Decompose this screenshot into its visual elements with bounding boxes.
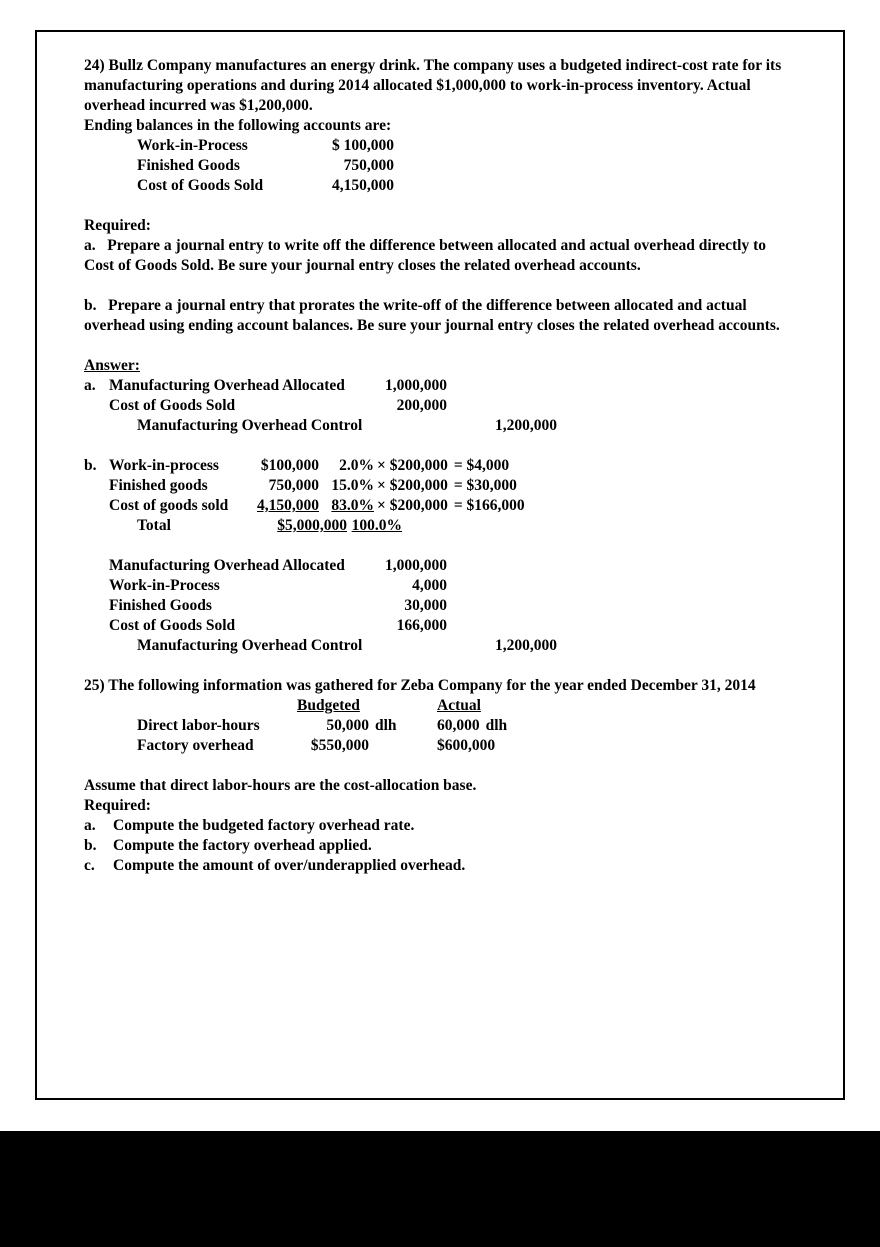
required-item: [84, 856, 787, 876]
item-text: Compute the amount of over/underapplied overhead.: [113, 857, 466, 874]
journal-account: Work-in-Process: [109, 577, 220, 594]
journal-account: Cost of Goods Sold: [109, 617, 236, 634]
required-section-25: [84, 796, 787, 876]
underlined-amount: 4,150,000: [257, 497, 319, 514]
item-text: Compute the budgeted factory overhead rate.: [113, 817, 415, 834]
required-section-24: [84, 216, 787, 276]
document-page: [35, 30, 845, 1100]
balance-row-cogs: [84, 176, 787, 196]
journal-line: [84, 576, 787, 596]
journal-line: [84, 416, 787, 436]
proration-result: = $166,000: [453, 497, 525, 514]
actual-unit: dlh: [485, 717, 508, 734]
journal-amount: 1,000,000: [385, 557, 447, 574]
journal-line: [84, 616, 787, 636]
account-label: Cost of Goods Sold: [137, 177, 264, 194]
required-item: [84, 816, 787, 836]
header-spacer: [137, 696, 297, 716]
proration-multiplier: × $200,000: [377, 497, 448, 514]
marker-spacer: [84, 516, 109, 536]
balance-row-fg: [84, 156, 787, 176]
journal-account: Manufacturing Overhead Control: [137, 637, 363, 654]
account-balance: 4,150,000: [332, 177, 394, 194]
answer-b-marker: b.: [84, 457, 97, 474]
problem-25-statement: 25) The following information was gathered for Zeba Company for the year ended December 31, 2014: [84, 677, 756, 694]
proration-total-percent: [347, 516, 402, 536]
item-marker: a.: [84, 817, 96, 834]
underlined-percent: 100.0%: [351, 517, 402, 534]
problem-24-statement: 24) Bullz Company manufactures an energy drink. The company uses a budgeted indirect-cost rate for its manufacturing operations and during 2014 allocated $1,000,000 to work-in-process inventory. Actual overhead incurred was $1,200,000.: [84, 57, 786, 114]
required-item: [84, 836, 787, 856]
proration-total-row: [84, 516, 787, 536]
ending-balances-heading: Ending balances in the following accounts are:: [84, 117, 392, 134]
bottom-black-band: [0, 1131, 880, 1247]
journal-amount: 30,000: [404, 597, 447, 614]
journal-line: [84, 556, 787, 576]
proration-account: Work-in-process: [109, 457, 219, 474]
required-heading: Required:: [84, 797, 151, 814]
item-marker: b.: [84, 837, 97, 854]
underlined-percent: 83.0%: [331, 497, 374, 514]
p25-assumption: Assume that direct labor-hours are the cost-allocation base.: [84, 777, 477, 794]
proration-result: = $30,000: [453, 477, 517, 494]
journal-account: Manufacturing Overhead Control: [137, 417, 363, 434]
proration-multiplier: × $200,000: [377, 477, 448, 494]
p25-table: [84, 696, 787, 756]
proration-total-label: Total: [137, 517, 171, 534]
proration-balance: 750,000: [268, 477, 319, 494]
answer-section: [84, 356, 787, 436]
budgeted-value: $550,000: [310, 737, 369, 754]
journal-account: Finished Goods: [109, 597, 212, 614]
item-text: Compute the factory overhead applied.: [113, 837, 372, 854]
required-item-b: b. Prepare a journal entry that prorates the write-off of the difference between allocated and actual overhead using ending account balances. Be sure your journal entry closes the related overhead accounts.: [84, 297, 780, 334]
journal-amount: 4,000: [412, 577, 447, 594]
proration-multiplier: × $200,000: [377, 457, 448, 474]
budgeted-unit: dlh: [375, 717, 397, 734]
balance-row-wip: [84, 136, 787, 156]
journal-account: Manufacturing Overhead Allocated: [109, 557, 345, 574]
answer-b-entry: [84, 556, 787, 656]
actual-value: 60,000: [437, 717, 480, 734]
actual-unit: [495, 736, 501, 756]
actual-value: $600,000: [437, 737, 496, 754]
journal-line: [84, 636, 787, 656]
proration-account: Finished goods: [109, 477, 208, 494]
journal-amount: 1,000,000: [385, 377, 447, 394]
column-header-text: Budgeted: [297, 697, 360, 714]
proration-table: [84, 456, 787, 536]
row-label: Direct labor-hours: [137, 717, 260, 734]
row-label: Factory overhead: [137, 737, 254, 754]
item-marker: c.: [84, 857, 95, 874]
answer-a-marker: a.: [84, 377, 96, 394]
proration-row: [84, 476, 787, 496]
underlined-amount: $5,000,000: [277, 517, 347, 534]
proration-row: [84, 496, 787, 516]
ending-balances-section: [84, 116, 787, 196]
budgeted-value: 50,000: [326, 717, 369, 734]
marker-spacer: [84, 476, 109, 496]
account-label: Finished Goods: [137, 157, 240, 174]
proration-total-balance: [255, 516, 347, 536]
proration-balance: [227, 496, 319, 516]
journal-account: Manufacturing Overhead Allocated: [109, 377, 345, 394]
journal-line: [84, 396, 787, 416]
proration-account: Cost of goods sold: [109, 497, 229, 514]
marker-spacer: [84, 496, 109, 516]
column-header-text: Actual: [437, 697, 481, 714]
proration-percent: [319, 496, 374, 516]
answer-heading-text: Answer:: [84, 357, 140, 374]
proration-row: [84, 456, 787, 476]
journal-line: [84, 376, 787, 396]
column-header-budgeted: [297, 696, 407, 716]
journal-account: Cost of Goods Sold: [109, 397, 236, 414]
p25-table-header: [84, 696, 787, 716]
proration-percent: 2.0%: [339, 457, 374, 474]
proration-result: = $4,000: [453, 457, 510, 474]
required-item-b-wrap: [84, 296, 787, 336]
budgeted-unit: [369, 736, 410, 756]
proration-percent: 15.0%: [331, 477, 374, 494]
required-heading: Required:: [84, 217, 151, 234]
account-balance: $ 100,000: [332, 137, 394, 154]
p25-table-row: [84, 736, 787, 756]
proration-balance: $100,000: [260, 457, 319, 474]
p25-table-row: [84, 716, 787, 736]
journal-line: [84, 596, 787, 616]
journal-amount: 1,200,000: [495, 637, 557, 654]
answer-heading: [84, 356, 787, 376]
required-item-a: a. Prepare a journal entry to write off the difference between allocated and actual overhead directly to Cost of Goods Sold. Be sure your journal entry closes the related overhead accounts.: [84, 237, 770, 274]
journal-amount: 200,000: [396, 397, 447, 414]
account-balance: 750,000: [343, 157, 394, 174]
journal-amount: 1,200,000: [495, 417, 557, 434]
column-header-actual: [437, 696, 481, 716]
journal-amount: 166,000: [396, 617, 447, 634]
account-label: Work-in-Process: [137, 137, 248, 154]
